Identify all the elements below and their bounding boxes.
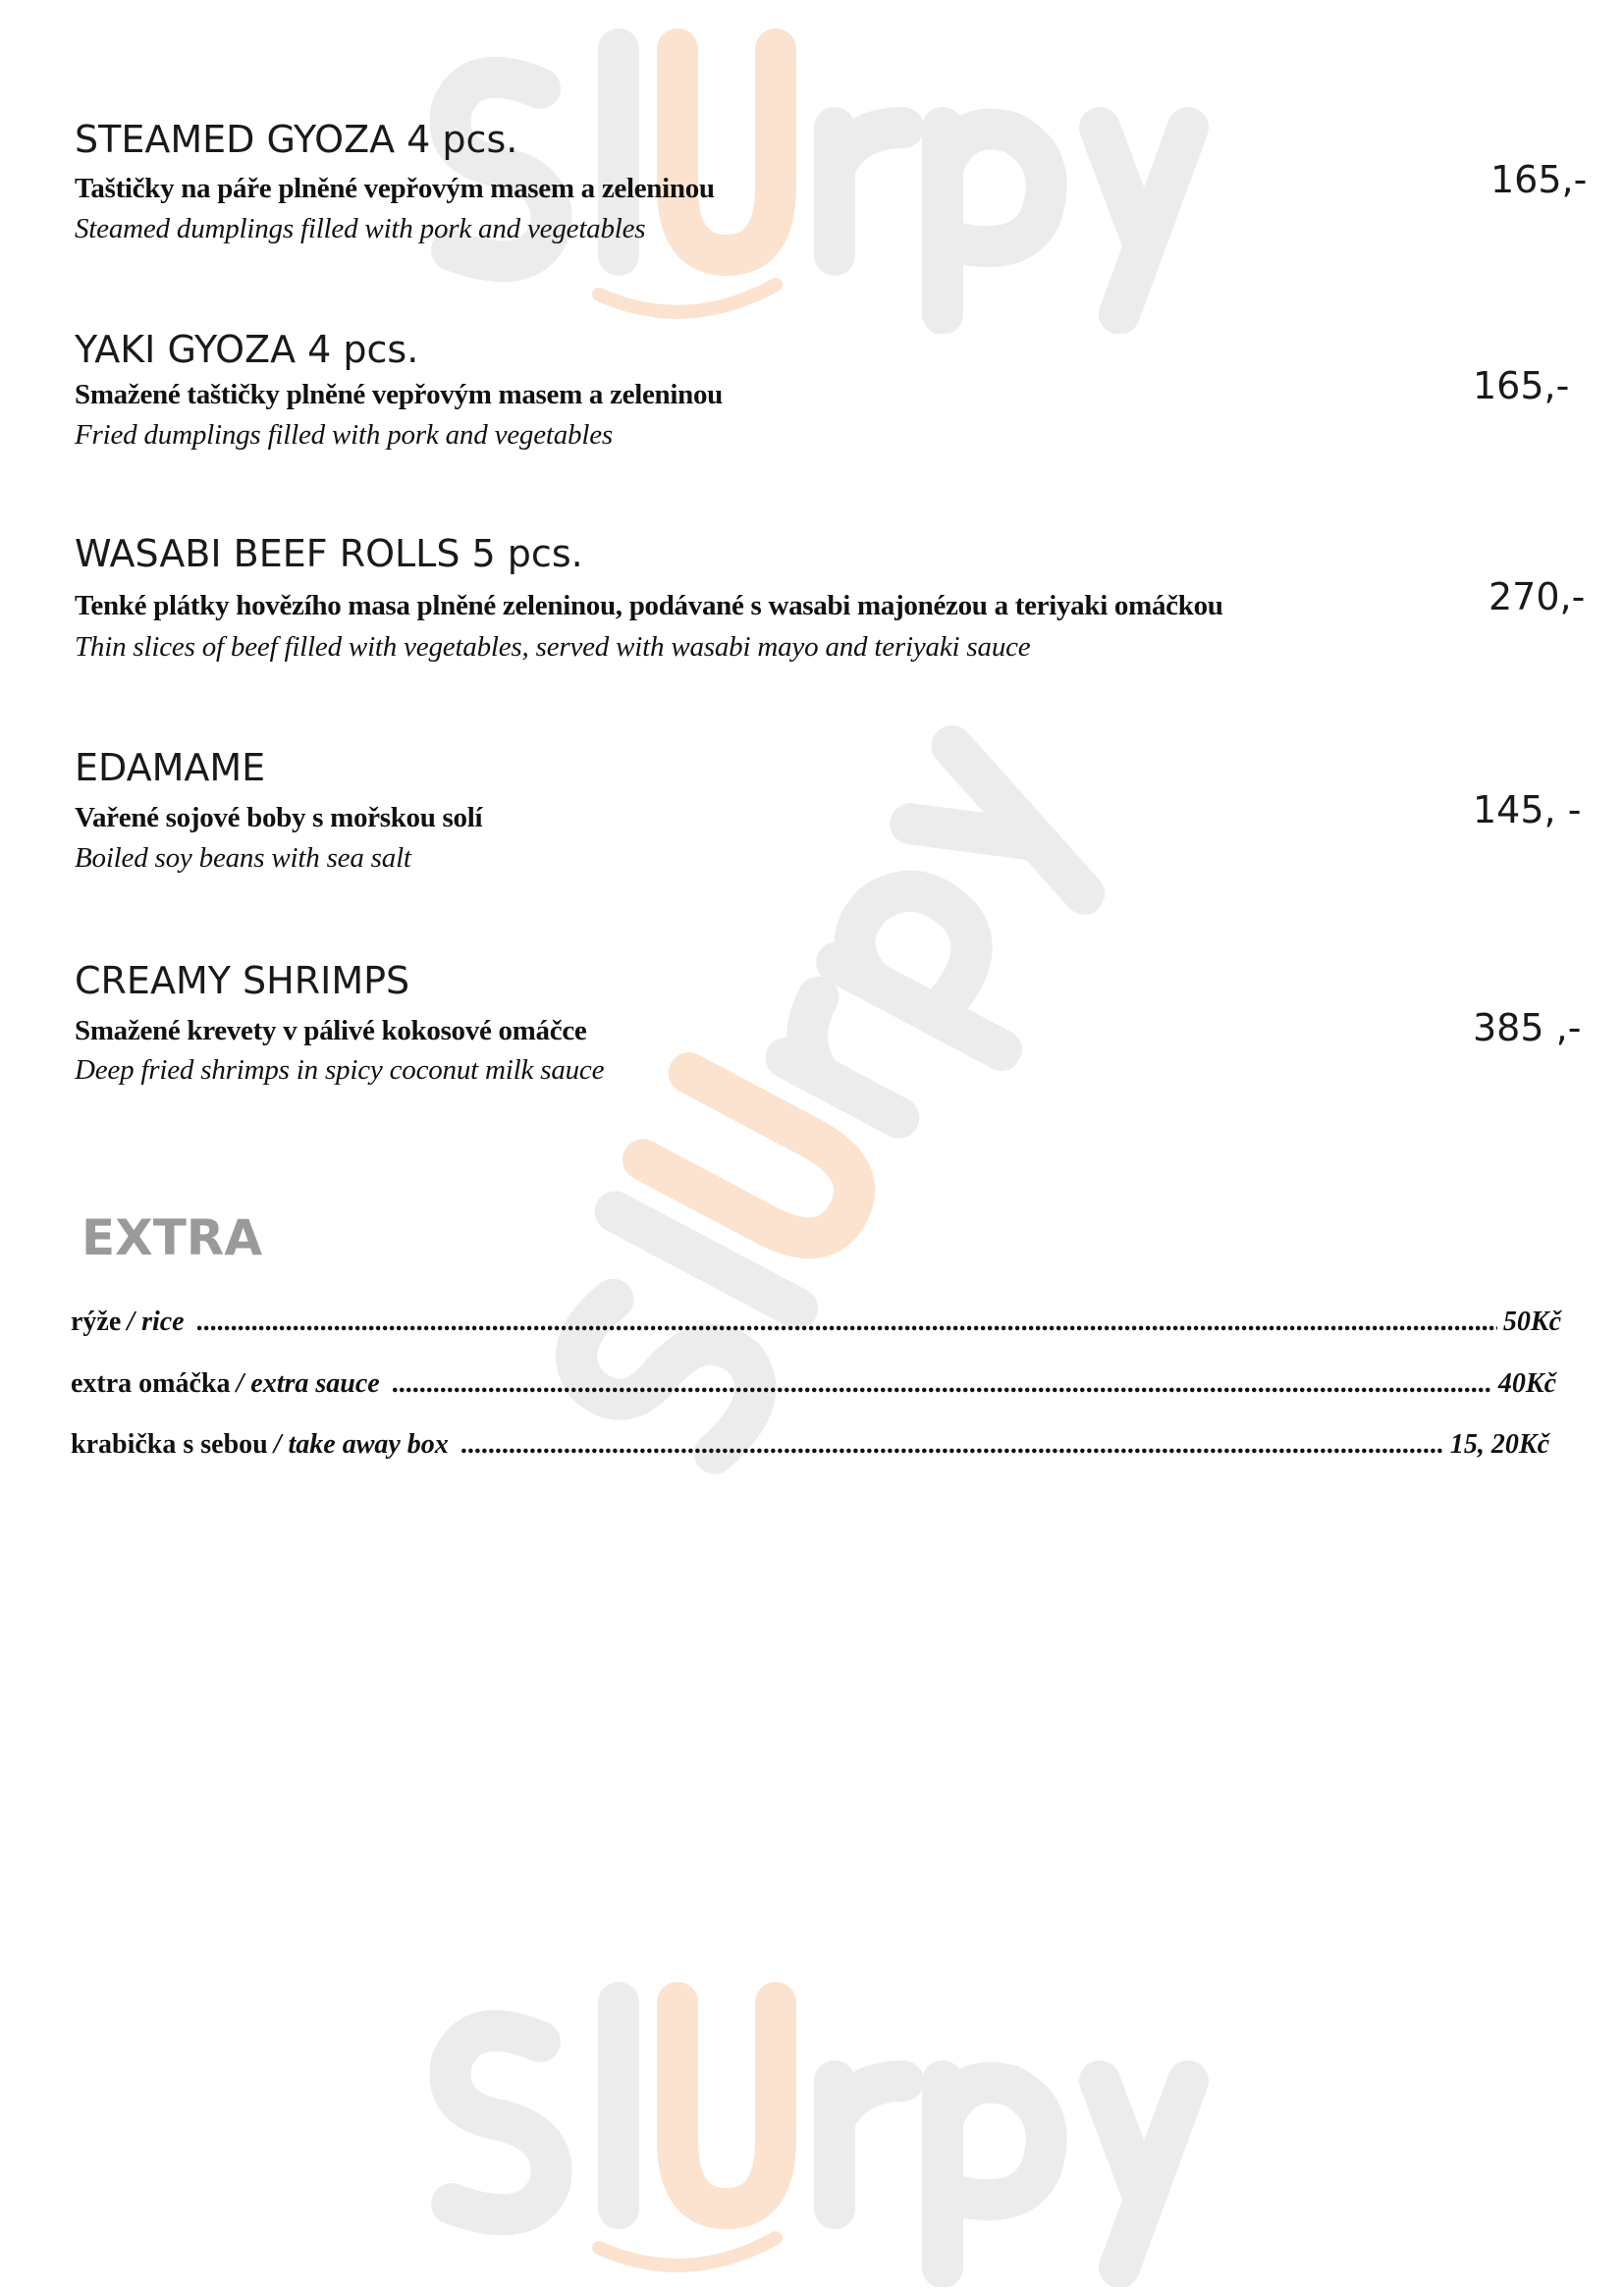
- item-description-en: Steamed dumplings filled with pork and vegetables: [75, 213, 646, 244]
- item-description-cz: Smažené taštičky plněné vepřovým masem a zeleninou: [75, 379, 723, 410]
- extra-heading: EXTRA: [81, 1209, 263, 1266]
- leader-dots: [460, 1431, 1444, 1459]
- item-description-cz: Vařené sojové boby s mořskou solí: [75, 802, 483, 833]
- item-description-en: Boiled soy beans with sea salt: [75, 842, 411, 874]
- leader-dots: [392, 1370, 1492, 1398]
- item-title: STEAMED GYOZA 4 pcs.: [75, 118, 518, 161]
- item-description-cz: Tenké plátky hovězího masa plněné zeleninou, podávané s wasabi majonézou a teriyaki omáčkou: [75, 590, 1223, 621]
- item-price: 145, -: [1473, 788, 1582, 831]
- item-price: 385 ,-: [1473, 1006, 1582, 1049]
- extra-name-cz: rýže: [71, 1307, 122, 1337]
- item-title: CREAMY SHRIMPS: [75, 959, 410, 1002]
- extra-name-en: rice: [141, 1307, 185, 1337]
- extra-name-cz: extra omáčka: [71, 1368, 231, 1399]
- item-title: YAKI GYOZA 4 pcs.: [75, 328, 419, 371]
- item-description-en: Deep fried shrimps in spicy coconut milk sauce: [75, 1054, 605, 1086]
- item-price: 165,-: [1490, 158, 1588, 201]
- extra-price: 50Kč: [1502, 1307, 1561, 1337]
- extra-name-en: extra sauce: [250, 1368, 380, 1399]
- item-price: 270,-: [1489, 575, 1586, 618]
- item-description-cz: Smažené krevety v pálivé kokosové omáčce: [75, 1015, 587, 1046]
- item-description-en: Fried dumplings filled with pork and vegetables: [75, 419, 613, 451]
- item-title: WASABI BEEF ROLLS 5 pcs.: [75, 532, 583, 575]
- extra-row: rýže / rice ..... 50Kč: [71, 1308, 1561, 1336]
- extra-row: krabička s sebou / take away box ..... 15, 20Kč: [71, 1431, 1549, 1459]
- extra-name-en: take away box: [288, 1429, 449, 1460]
- extra-price: 40Kč: [1497, 1368, 1556, 1399]
- extra-row: extra omáčka / extra sauce ..... 40Kč: [71, 1370, 1556, 1398]
- extra-price: 15, 20Kč: [1449, 1429, 1549, 1460]
- extra-name-cz: krabička s sebou: [71, 1429, 268, 1460]
- watermark-logo-bottom: [412, 1973, 1237, 2287]
- item-price: 165,-: [1473, 364, 1570, 407]
- leader-dots: [196, 1308, 1497, 1336]
- item-description-en: Thin slices of beef filled with vegetables, served with wasabi mayo and teriyaki sauce: [75, 631, 1031, 663]
- item-title: EDAMAME: [75, 746, 266, 789]
- item-description-cz: Taštičky na páře plněné vepřovým masem a zeleninou: [75, 173, 715, 204]
